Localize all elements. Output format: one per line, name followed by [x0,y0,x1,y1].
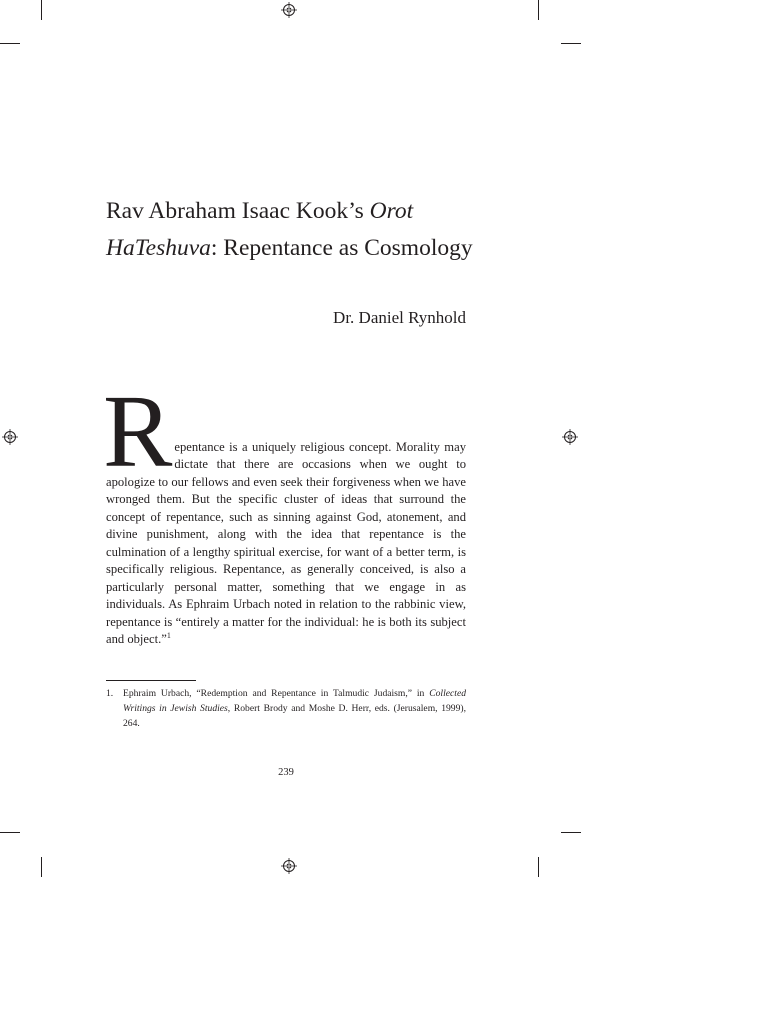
page-number: 239 [278,767,294,778]
crop-mark-top-right [538,0,539,20]
crop-mark-left-bottom [0,832,20,833]
crop-mark-bottom-right [538,857,539,877]
crop-mark-left-top [0,43,20,44]
crop-mark-bottom-left [41,857,42,877]
crop-mark-right-bottom [561,832,581,833]
crop-mark-right-top [561,43,581,44]
article-author: Dr. Daniel Rynhold [333,308,466,327]
registration-mark-right-icon [562,429,578,445]
drop-cap: R [103,374,173,489]
footnote [106,686,466,731]
footnote-rule [106,680,196,681]
paragraph-text: epentance is a uniquely religious concept. Morality may dictate that there are occasions when we ought to apologize to our fellows and even seek their forgiveness when we have wronged them. But the specific cluster of ideas that surround the concept of repentance, such as sinning against God, atonement, and divine punishment, along with the idea that repentance is the culmination of a lengthy spiritual exercise, for want of a better term, is specifically religious. Repentance, as generally conceived, is also a particularly personal matter, something that we engage in as individuals. As Ephraim Urbach noted in relation to the rabbinic view, repentance is “entirely a matter for the individual: he is both its subject and object.” [106,440,466,646]
footnote-number: 1. [106,688,114,699]
footnote-reference[interactable]: 1 [166,630,171,640]
footnote-italic-title: Collected Writings in Jewish Studies [123,688,466,714]
title-text-1: Rav Abraham Isaac Kook’s [106,198,370,224]
footnote-body [106,686,466,731]
footnote-text-2: , Robert Brody and Moshe D. Herr, eds. (Jerusalem, 1999), 264. [123,703,466,729]
title-text-2: : Repentance as Cosmology [210,235,473,261]
article-title [106,193,486,267]
body-paragraph [103,374,466,648]
registration-mark-top-icon [281,2,297,18]
title-italic-work: Orot HaTeshuva [106,198,414,261]
footnote-text-1: Ephraim Urbach, “Redemption and Repentance in Talmudic Judaism,” in [123,688,430,699]
registration-mark-left-icon [2,429,18,445]
registration-mark-bottom-icon [281,858,297,874]
crop-mark-top-left [41,0,42,20]
